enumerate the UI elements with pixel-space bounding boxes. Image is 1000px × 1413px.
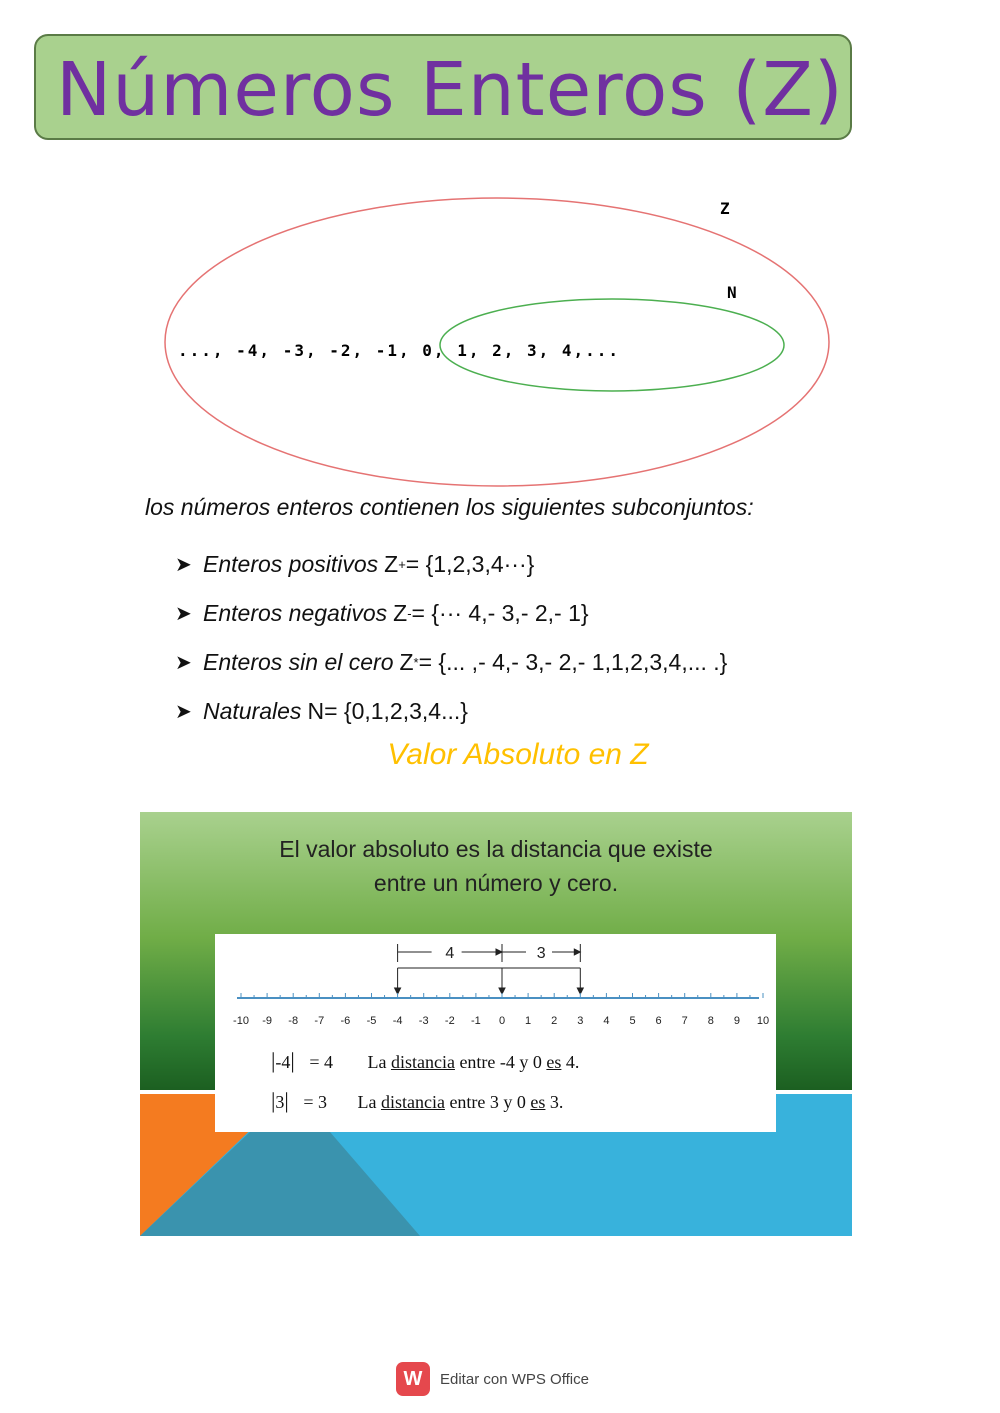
tick-label: -3: [418, 1015, 429, 1027]
eq2-underlined-2: es: [530, 1092, 546, 1112]
tick-label: 2: [551, 1015, 558, 1027]
subset-set: = {··· 4,- 3,- 2,- 1}: [411, 600, 589, 626]
list-item: [175, 540, 727, 589]
eq1-text-c: 4.: [561, 1052, 580, 1072]
arrow-bullet-icon: ➤: [175, 603, 192, 625]
tick-label: 4: [603, 1015, 610, 1027]
number-line: [215, 934, 776, 1034]
venn-diagram: [150, 180, 850, 500]
arrow-head-icon: [496, 949, 502, 955]
tick-label: 8: [707, 1015, 714, 1027]
caption-line-1: El valor absoluto es la distancia que existe: [279, 836, 713, 862]
subset-set: = {0,1,2,3,4...}: [324, 698, 468, 724]
arrow-bullet-icon: ➤: [175, 652, 192, 674]
eq2-text-a: La: [357, 1092, 381, 1112]
caption-line-2: entre un número y cero.: [373, 870, 619, 896]
subset-superscript: -: [407, 606, 412, 621]
tick-label: -4: [392, 1015, 403, 1027]
eq2-lhs: 3: [275, 1092, 285, 1112]
distance-label: 4: [445, 945, 455, 962]
absolute-value-slide: [140, 812, 852, 1236]
integers-set-label: Z: [720, 199, 730, 218]
tick-label: -5: [366, 1015, 377, 1027]
eq1-text-a: La: [367, 1052, 391, 1072]
eq1-lhs: -4: [275, 1052, 291, 1072]
eq2-rhs: = 3: [303, 1092, 327, 1112]
subset-superscript: *: [413, 655, 419, 670]
tick-label: -10: [233, 1015, 249, 1027]
tick-label: -2: [444, 1015, 455, 1027]
wps-logo-icon: W: [396, 1362, 430, 1396]
tick-label: 0: [498, 1015, 506, 1027]
subset-symbol: Z: [399, 649, 414, 675]
title-banner: [34, 34, 852, 140]
subset-symbol: Z: [384, 551, 399, 577]
naturals-set-label: N: [727, 283, 737, 302]
eq1-text-b: entre -4 y 0: [454, 1052, 547, 1072]
section-subtitle: Valor Absoluto en Z: [387, 738, 649, 771]
arrow-bullet-icon: ➤: [175, 701, 192, 723]
wps-edit-link[interactable]: [396, 1362, 589, 1396]
absolute-value-example-1: [271, 1048, 579, 1074]
subset-symbol: Z: [393, 600, 408, 626]
list-item: [175, 589, 727, 638]
tick-label: 5: [629, 1015, 636, 1027]
page-title: Números Enteros (Z): [56, 47, 844, 133]
tick-label: 9: [733, 1015, 740, 1027]
slide-caption: [140, 832, 852, 900]
subsets-list: [175, 540, 727, 736]
tick-label: 6: [655, 1015, 662, 1027]
subset-superscript: +: [398, 557, 406, 572]
subset-name: Naturales: [203, 698, 302, 724]
subset-set: = {... ,- 4,- 3,- 2,- 1,1,2,3,4,... .}: [418, 649, 728, 675]
subset-name: Enteros positivos: [203, 551, 379, 577]
tick-label: -7: [314, 1015, 325, 1027]
abs-bar-icon: |: [271, 1048, 276, 1073]
tick-label: -1: [471, 1015, 481, 1027]
eq2-text-b: entre 3 y 0: [444, 1092, 531, 1112]
tick-label: -9: [262, 1015, 272, 1027]
integer-sequence: ..., -4, -3, -2, -1, 0, 1, 2, 3, 4,...: [178, 341, 621, 360]
list-item: [175, 638, 727, 687]
tick-label: 7: [681, 1015, 688, 1027]
abs-bar-icon: |: [290, 1048, 295, 1073]
eq1-underlined-2: es: [546, 1052, 562, 1072]
absolute-value-example-2: [271, 1088, 563, 1114]
number-line-panel: [215, 934, 776, 1132]
eq1-underlined-1: distancia: [390, 1052, 455, 1072]
subset-name: Enteros negativos: [203, 600, 388, 626]
abs-bar-icon: |: [284, 1088, 289, 1113]
tick-label: 3: [577, 1015, 584, 1027]
distance-arrows: [395, 944, 584, 994]
tick-label: -8: [288, 1015, 299, 1027]
eq2-underlined-1: distancia: [380, 1092, 445, 1112]
eq1-rhs: = 4: [309, 1052, 333, 1072]
subset-symbol: N: [307, 698, 325, 724]
eq2-text-c: 3.: [545, 1092, 564, 1112]
arrow-head-icon: [574, 949, 580, 955]
wps-edit-label: Editar con WPS Office: [440, 1370, 589, 1388]
list-item: [175, 687, 727, 736]
subsets-intro: los números enteros contienen los siguientes subconjuntos:: [145, 494, 754, 520]
arrow-bullet-icon: ➤: [175, 554, 192, 576]
tick-label: 1: [525, 1015, 532, 1027]
tick-label: 10: [756, 1015, 770, 1027]
tick-label: -6: [340, 1015, 351, 1027]
subset-name: Enteros sin el cero: [203, 649, 394, 675]
abs-bar-icon: |: [271, 1088, 276, 1113]
subset-set: = {1,2,3,4···}: [405, 551, 535, 577]
distance-label: 3: [536, 945, 546, 962]
